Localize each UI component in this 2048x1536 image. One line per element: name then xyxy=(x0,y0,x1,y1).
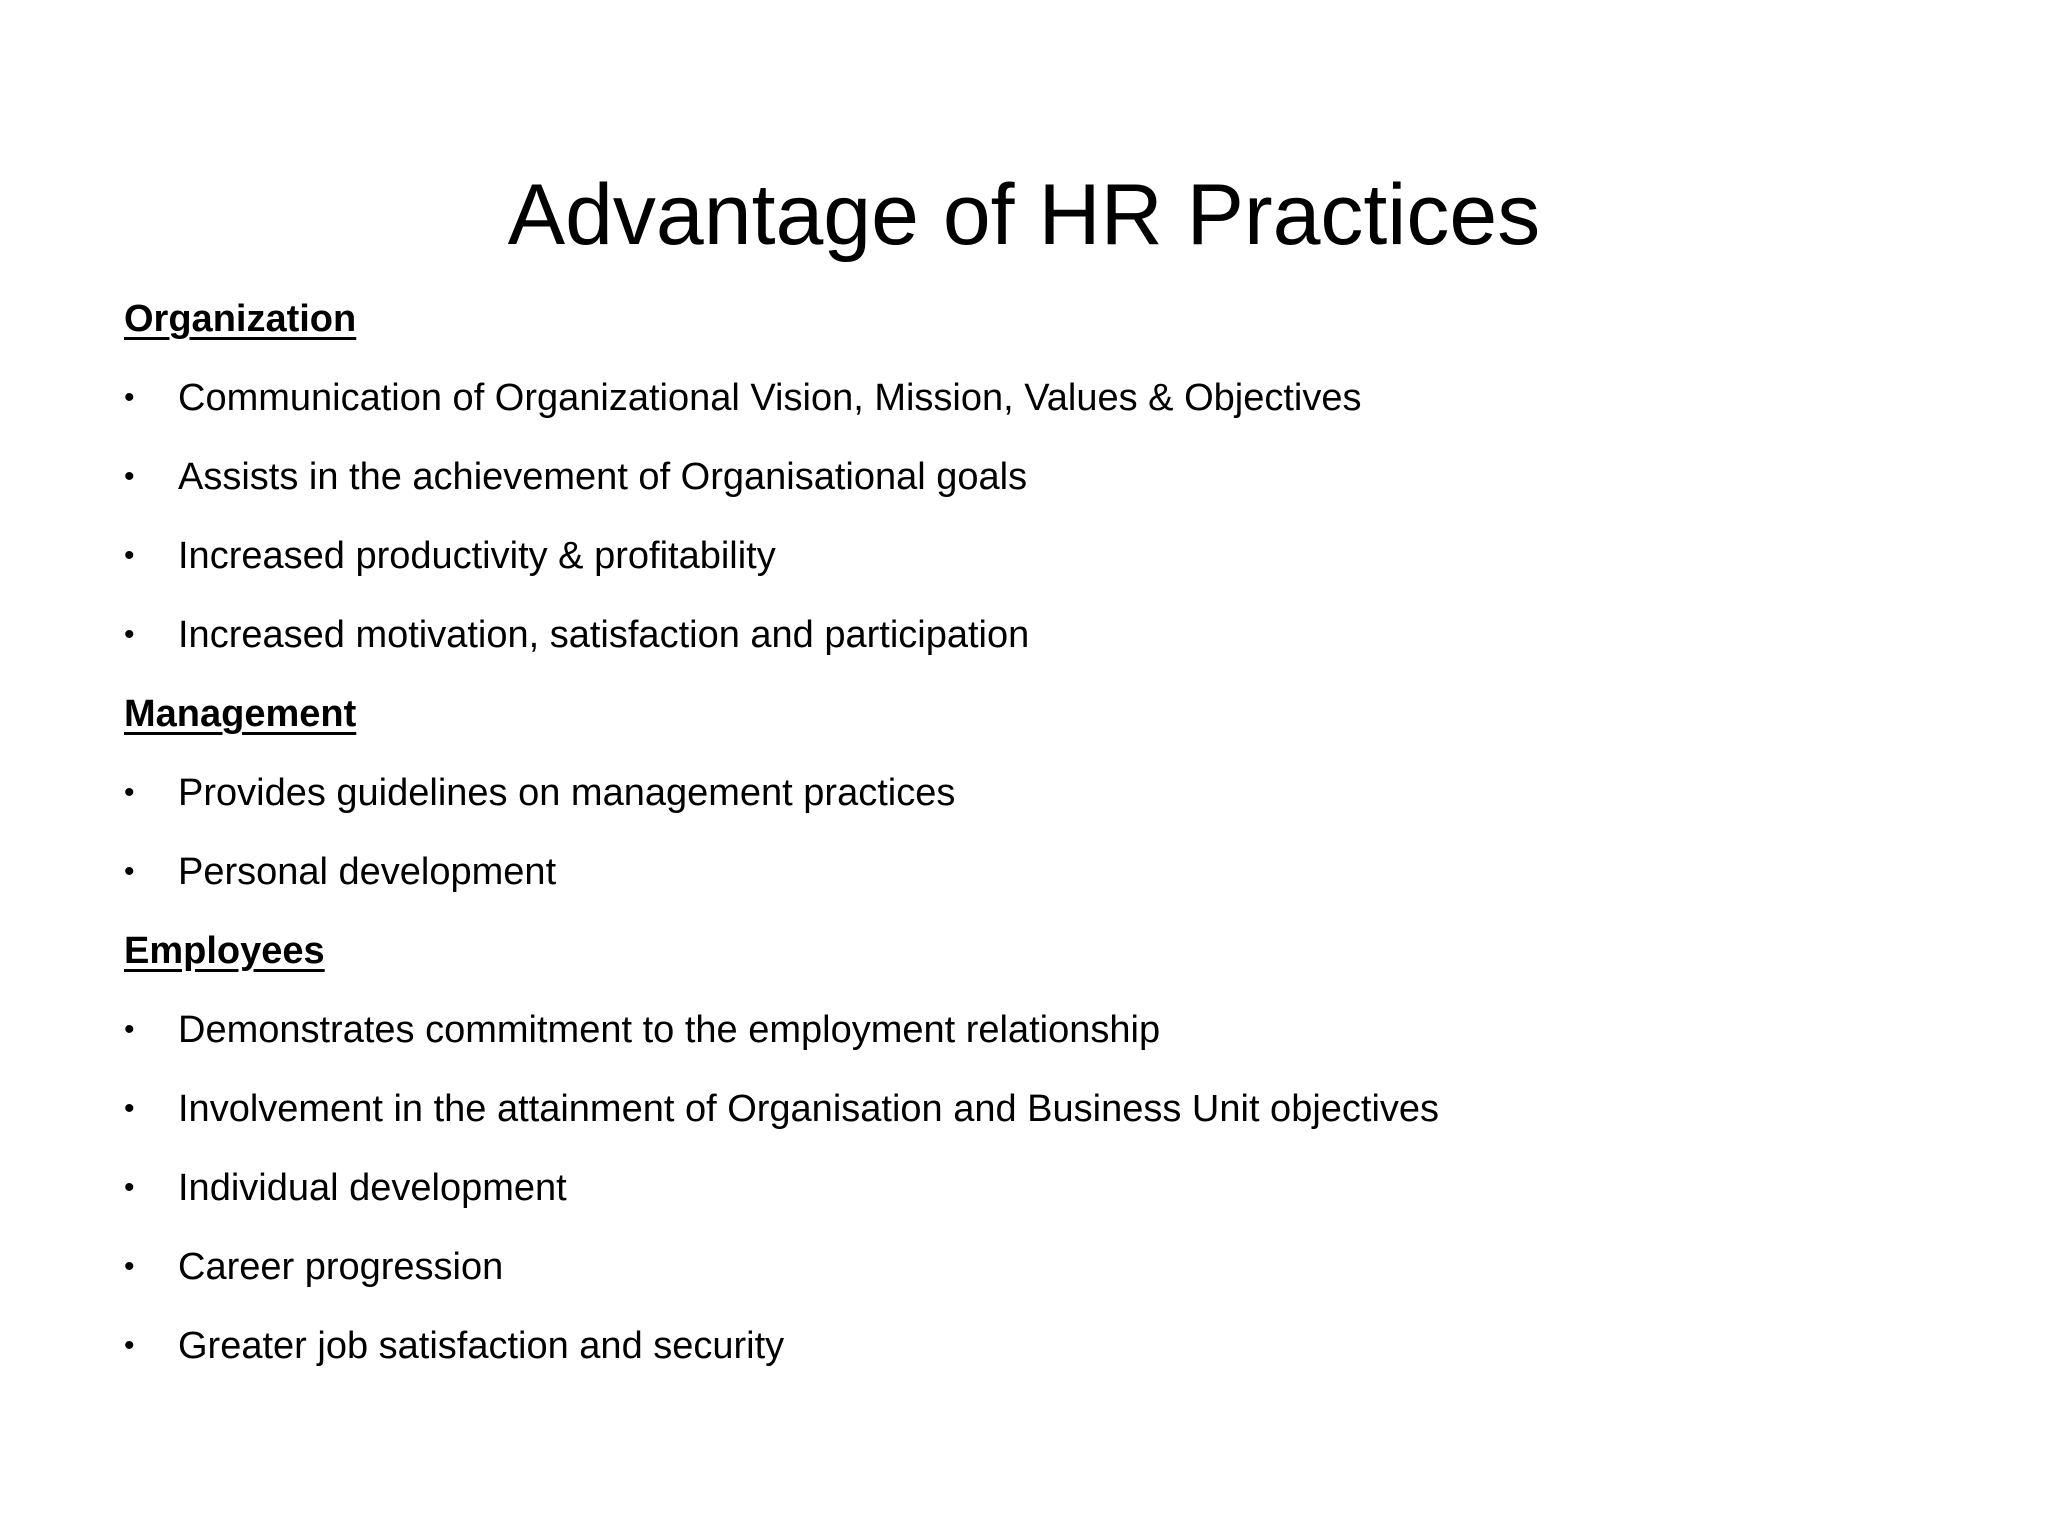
bullet-icon: • xyxy=(124,855,135,888)
bullet-text: Individual development xyxy=(178,1167,567,1209)
section-heading-employees: Employees xyxy=(124,930,325,972)
bullet-text: Greater job satisfaction and security xyxy=(178,1325,785,1367)
bullet-list-organization xyxy=(124,373,1944,689)
bullet-item xyxy=(124,1163,1944,1242)
section-heading-organization: Organization xyxy=(124,298,357,340)
bullet-icon: • xyxy=(124,460,135,493)
bullet-icon: • xyxy=(124,539,135,572)
bullet-item xyxy=(124,1005,1944,1084)
bullet-item xyxy=(124,610,1944,689)
slide-title: Advantage of HR Practices xyxy=(507,167,1541,263)
bullet-item xyxy=(124,531,1944,610)
bullet-icon: • xyxy=(124,776,135,809)
bullet-item xyxy=(124,847,1944,926)
bullet-icon: • xyxy=(124,1013,135,1046)
bullet-icon: • xyxy=(124,1171,135,1204)
bullet-text: Communication of Organizational Vision, Mission, Values & Objectives xyxy=(178,377,1362,419)
bullet-text: Increased productivity & profitability xyxy=(178,535,776,577)
bullet-item xyxy=(124,1084,1944,1163)
bullet-item xyxy=(124,452,1944,531)
bullet-item xyxy=(124,1242,1944,1321)
bullet-text: Personal development xyxy=(178,851,557,893)
bullet-icon: • xyxy=(124,1329,135,1362)
bullet-item xyxy=(124,373,1944,452)
bullet-text: Provides guidelines on management practices xyxy=(178,772,956,814)
bullet-icon: • xyxy=(124,1250,135,1283)
bullet-icon: • xyxy=(124,618,135,651)
bullet-text: Assists in the achievement of Organisational goals xyxy=(178,456,1028,498)
section-heading-management: Management xyxy=(124,693,357,735)
bullet-list-employees xyxy=(124,1005,1944,1400)
bullet-icon: • xyxy=(124,1092,135,1125)
bullet-text: Career progression xyxy=(178,1246,504,1288)
bullet-item xyxy=(124,768,1944,847)
bullet-item xyxy=(124,1321,1944,1400)
bullet-text: Demonstrates commitment to the employment relationship xyxy=(178,1009,1161,1051)
bullet-list-management xyxy=(124,768,1944,926)
bullet-text: Increased motivation, satisfaction and participation xyxy=(178,614,1030,656)
bullet-text: Involvement in the attainment of Organisation and Business Unit objectives xyxy=(178,1088,1440,1130)
bullet-icon: • xyxy=(124,381,135,414)
slide-content xyxy=(124,294,1944,1400)
